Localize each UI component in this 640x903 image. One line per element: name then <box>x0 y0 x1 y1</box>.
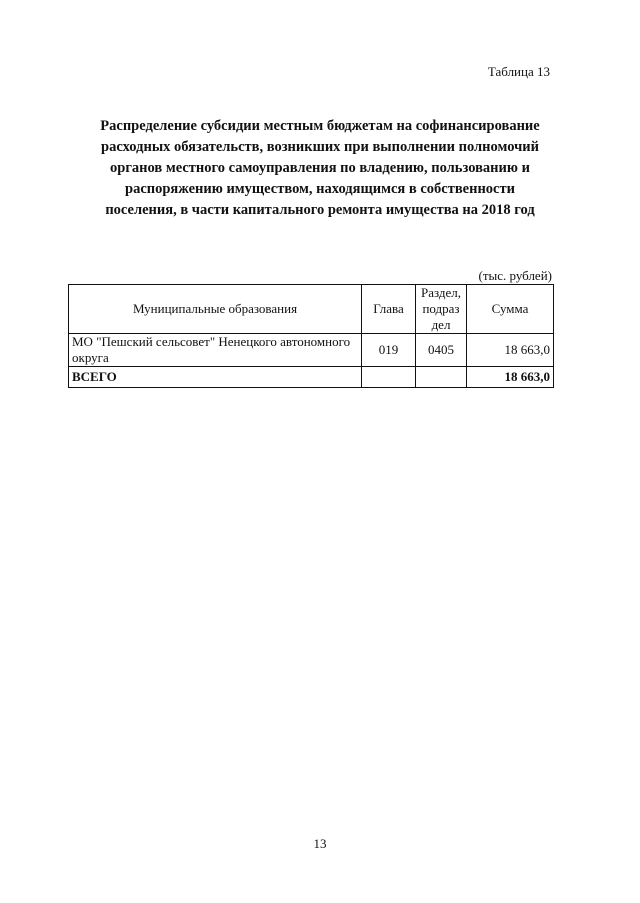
subsidy-table <box>68 284 554 388</box>
total-amount: 18 663,0 <box>467 367 554 388</box>
amount-cell: 18 663,0 <box>467 334 554 367</box>
header-municipality: Муниципальные образования <box>69 285 362 334</box>
units-note: (тыс. рублей) <box>478 268 552 283</box>
header-chapter: Глава <box>362 285 416 334</box>
chapter-cell: 019 <box>362 334 416 367</box>
title-line: Распределение субсидии местным бюджетам на софинансирование <box>100 118 540 134</box>
document-title <box>70 116 570 221</box>
total-row <box>69 367 554 388</box>
title-line: распоряжению имуществом, находящимся в собственности <box>125 181 515 197</box>
header-section-line: дел <box>431 317 451 332</box>
page-number: 13 <box>313 836 327 851</box>
table-header-row <box>69 285 554 334</box>
title-line: поселения, в части капитального ремонта имущества на 2018 год <box>105 202 535 218</box>
title-line: органов местного самоуправления по владению, пользованию и <box>110 160 530 176</box>
municipality-line: округа <box>72 350 109 365</box>
header-section <box>416 285 467 334</box>
total-label: ВСЕГО <box>69 367 362 388</box>
header-amount: Сумма <box>467 285 554 334</box>
header-section-line: подраз <box>422 301 460 316</box>
header-section-line: Раздел, <box>420 285 462 300</box>
total-section-empty <box>416 367 467 388</box>
table-row <box>69 334 554 367</box>
municipality-cell <box>69 334 362 367</box>
municipality-line: МО "Пешский сельсовет" Ненецкого автономного <box>72 334 351 349</box>
table-number-label: Таблица 13 <box>487 64 550 79</box>
title-line: расходных обязательств, возникших при выполнении полномочий <box>101 139 539 155</box>
section-cell: 0405 <box>416 334 467 367</box>
total-chapter-empty <box>362 367 416 388</box>
